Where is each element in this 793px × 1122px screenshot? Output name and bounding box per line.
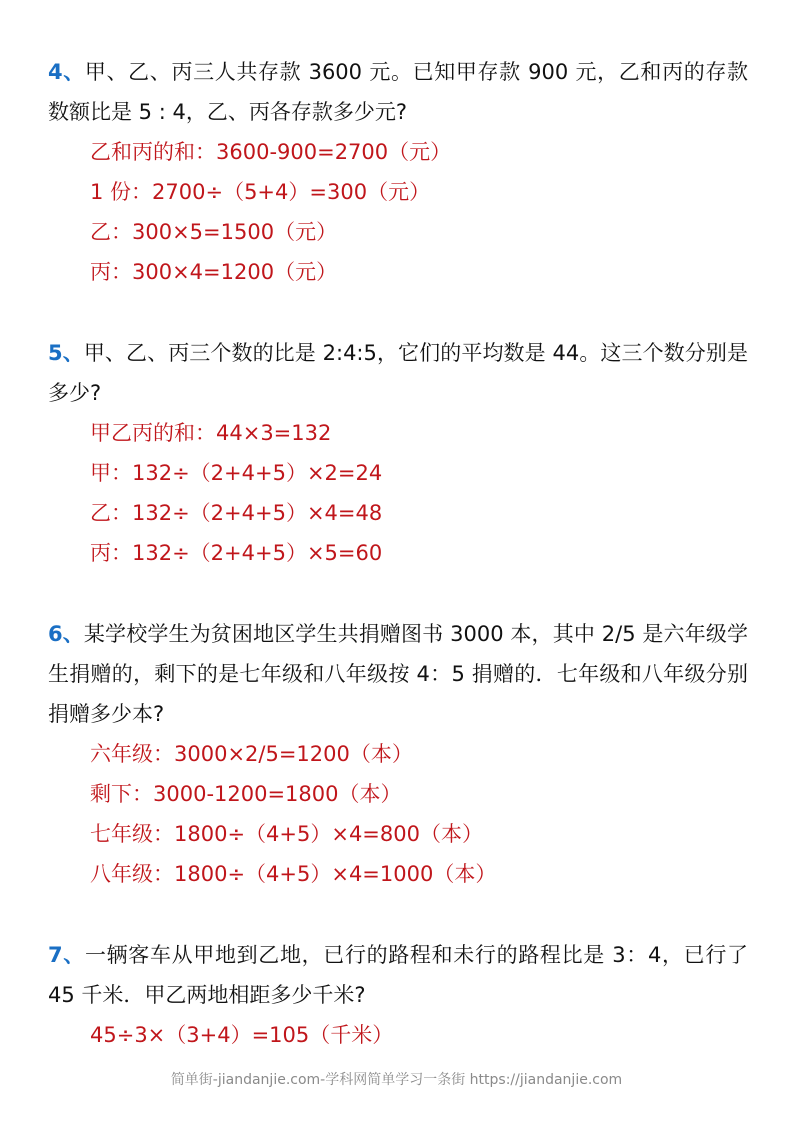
worksheet-page xyxy=(48,52,748,1096)
problem-number: 4、 xyxy=(48,60,85,84)
problem-number: 6、 xyxy=(48,622,84,646)
question-text: 一辆客车从甲地到乙地，已行的路程和未行的路程比是 3：4，已行了 45 千米．甲乙两地相距多少千米? xyxy=(48,943,748,1007)
solution-step: 1 份：2700÷（5+4）=300（元） xyxy=(90,180,431,204)
problem-4 xyxy=(48,52,748,292)
solution-steps xyxy=(90,1015,748,1055)
problem-question xyxy=(48,614,748,734)
problem-number: 7、 xyxy=(48,943,85,967)
question-text: 甲、乙、丙三个数的比是 2:4:5，它们的平均数是 44。这三个数分别是多少? xyxy=(48,341,748,405)
problem-question xyxy=(48,333,748,413)
problem-5 xyxy=(48,333,748,573)
solution-steps xyxy=(90,132,748,292)
solution-step: 八年级：1800÷（4+5）×4=1000（本） xyxy=(90,862,497,886)
solution-step: 乙和丙的和：3600-900=2700（元） xyxy=(90,140,452,164)
solution-step: 甲乙丙的和：44×3=132 xyxy=(90,421,332,445)
solution-step: 剩下：3000-1200=1800（本） xyxy=(90,782,402,806)
solution-step: 乙：300×5=1500（元） xyxy=(90,220,338,244)
question-text: 甲、乙、丙三人共存款 3600 元。已知甲存款 900 元，乙和丙的存款数额比是 5 : 4，乙、丙各存款多少元? xyxy=(48,60,748,124)
solution-step: 乙：132÷（2+4+5）×4=48 xyxy=(90,501,383,525)
problem-question xyxy=(48,935,748,1015)
page-footer: 简单街-jiandanjie.com-学科网简单学习一条街 https://jiandanjie.com xyxy=(170,1072,623,1088)
solution-step: 45÷3×（3+4）=105（千米） xyxy=(90,1023,394,1047)
solution-step: 丙：132÷（2+4+5）×5=60 xyxy=(90,541,383,565)
problem-number: 5、 xyxy=(48,341,84,365)
question-text: 某学校学生为贫困地区学生共捐赠图书 3000 本，其中 2/5 是六年级学生捐赠的，剩下的是七年级和八年级按 4：5 捐赠的．七年级和八年级分别捐赠多少本? xyxy=(48,622,748,726)
solution-step: 七年级：1800÷（4+5）×4=800（本） xyxy=(90,822,483,846)
solution-step: 六年级：3000×2/5=1200（本） xyxy=(90,742,413,766)
problem-6 xyxy=(48,614,748,894)
solution-steps xyxy=(90,734,748,894)
problem-7 xyxy=(48,935,748,1055)
solution-step: 甲：132÷（2+4+5）×2=24 xyxy=(90,461,383,485)
solution-steps xyxy=(90,413,748,573)
solution-step: 丙：300×4=1200（元） xyxy=(90,260,338,284)
problem-question xyxy=(48,52,748,132)
